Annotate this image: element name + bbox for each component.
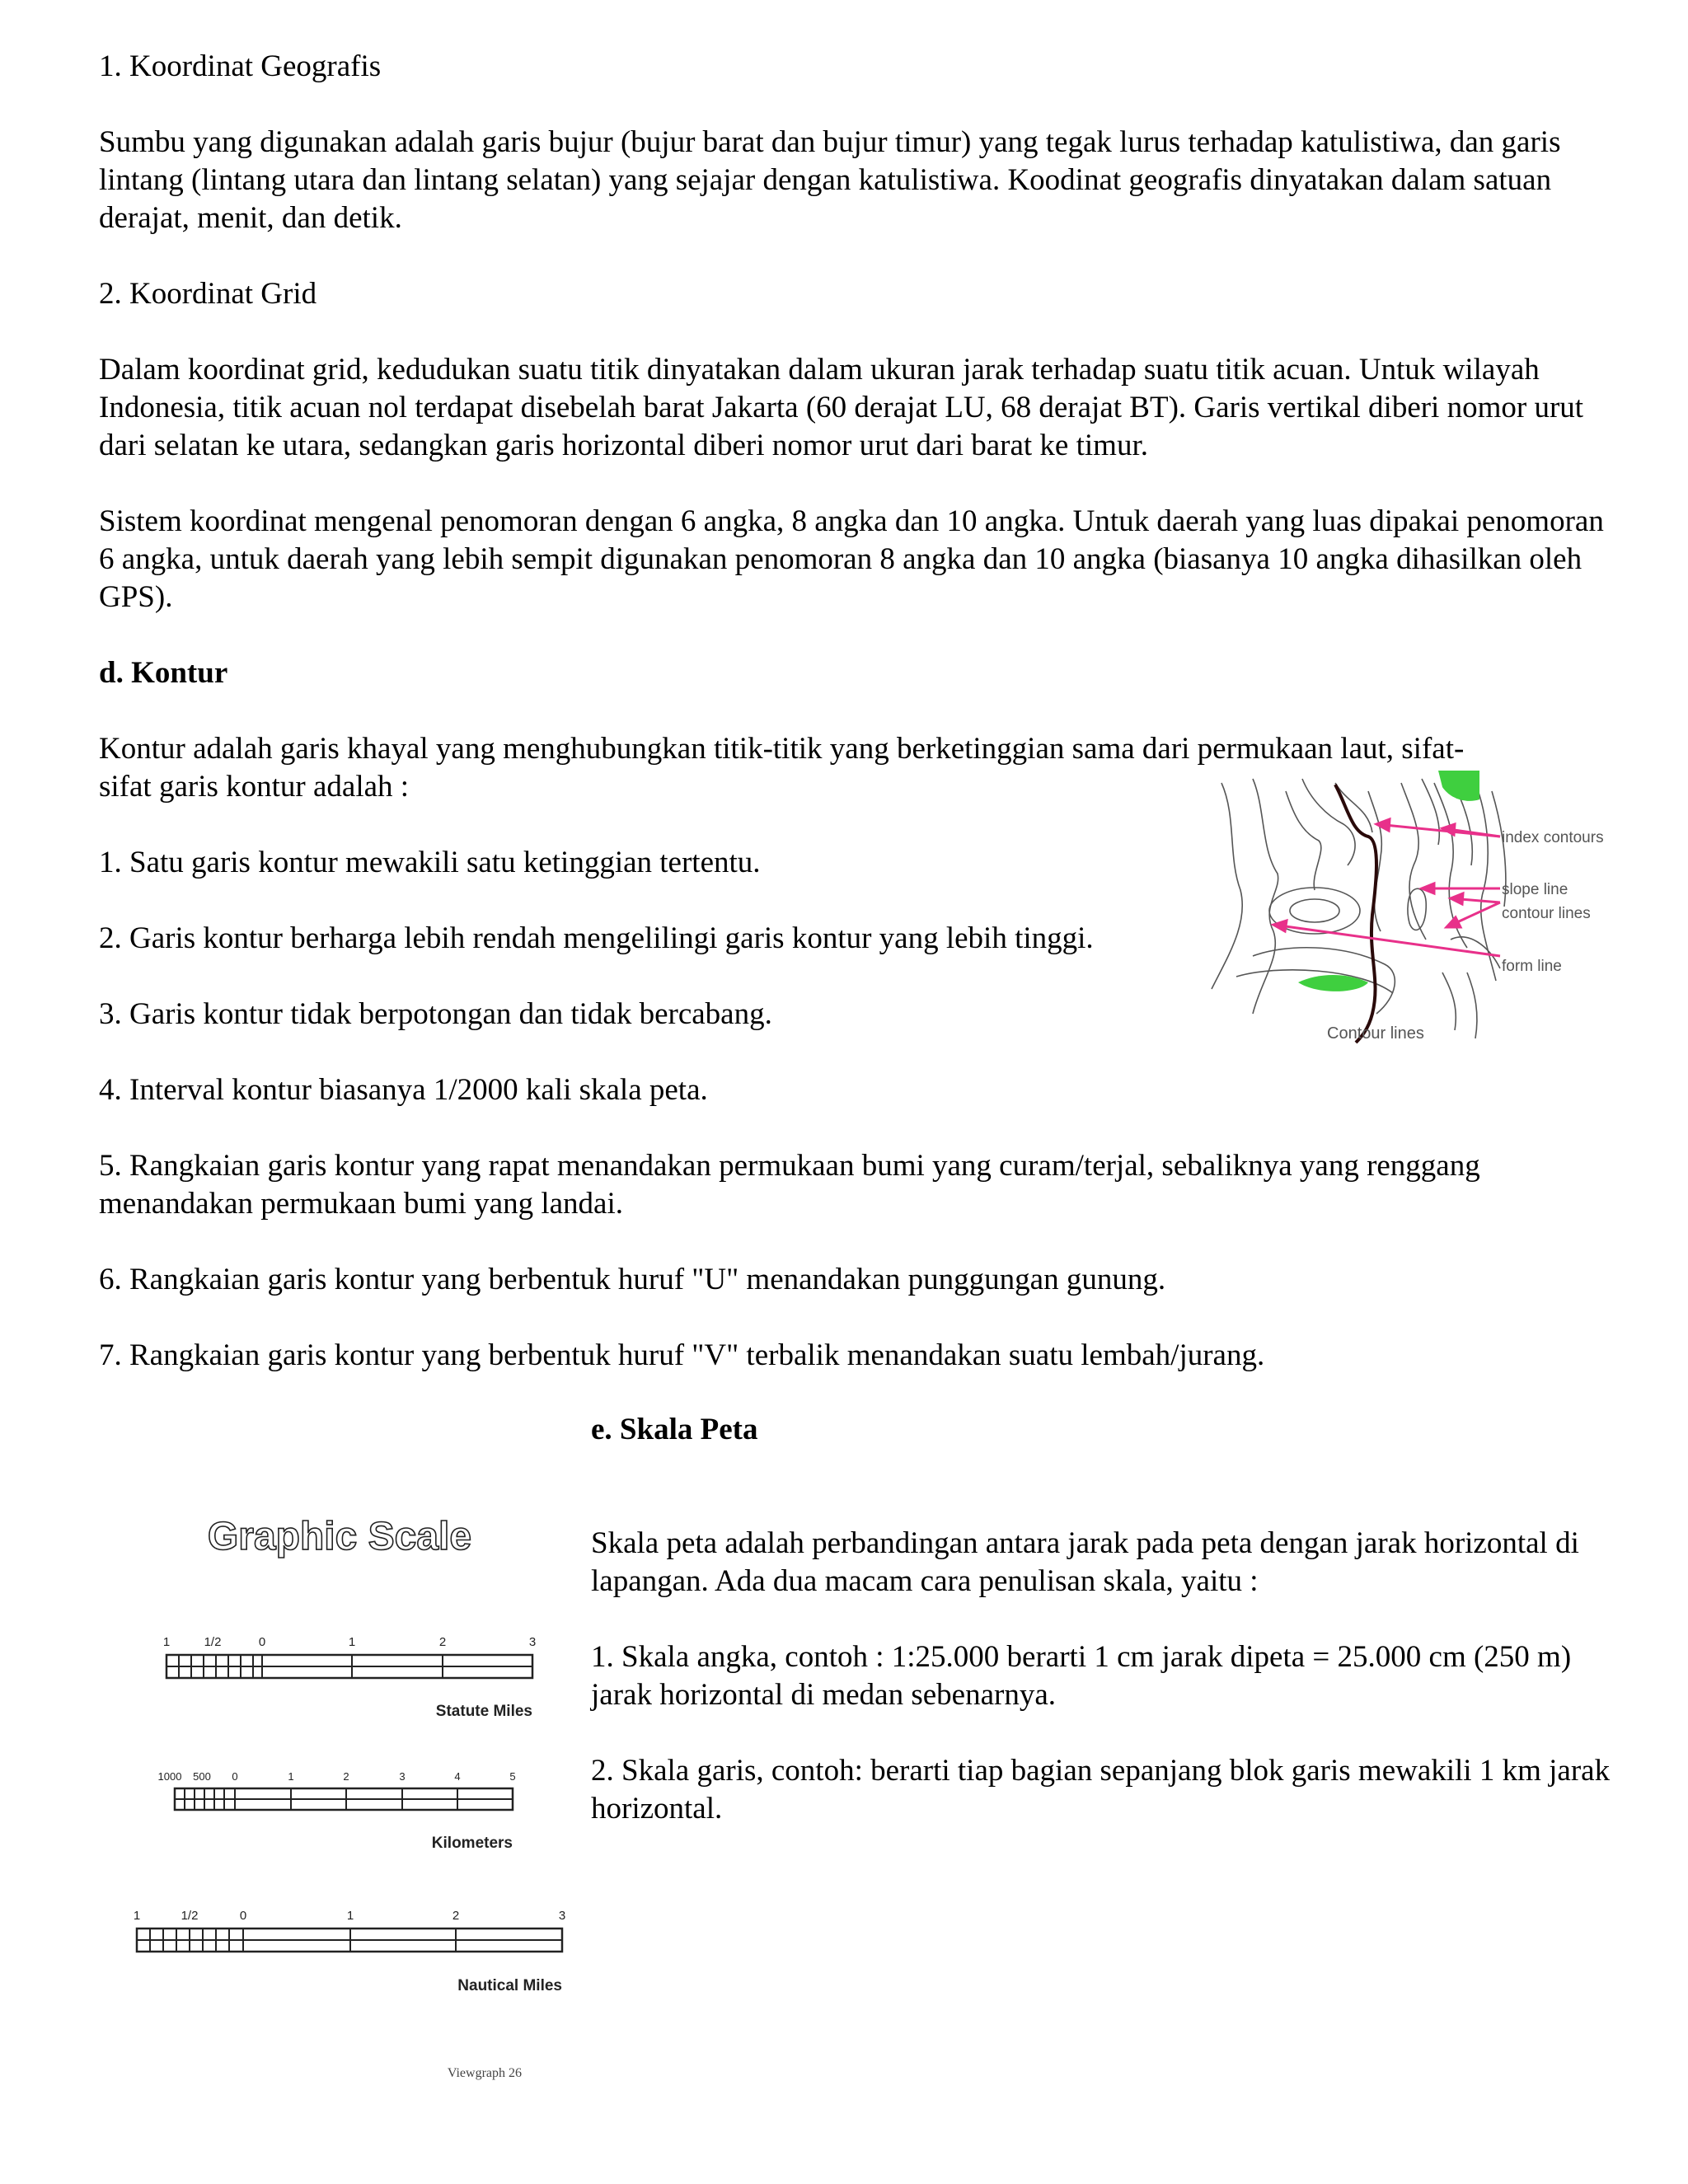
grid-paragraph-2: Sistem koordinat mengenal penomoran dengan 6 angka, 8 angka dan 10 angka. Untuk daerah yang luas dipakai penomoran 6 angka, untuk daerah yang lebih sempit digunakan penomoran 8 angka dan 10 angka (biasanya 10 angka dihasilkan oleh GPS). <box>99 504 1604 614</box>
tick-label: 5 <box>509 1770 516 1783</box>
skala-paragraph: Skala peta adalah perbandingan antara jarak pada peta dengan jarak horizontal di lapangan. Ada dua macam cara penulisan skala, yaitu : <box>591 1526 1579 1598</box>
kontur-item: 6. Rangkaian garis kontur yang berbentuk huruf "U" menandakan punggungan gunung. <box>99 1263 1166 1296</box>
grid-title: 2. Koordinat Grid <box>99 277 317 311</box>
green-area-top <box>1438 771 1479 801</box>
tick-label: 4 <box>454 1770 461 1783</box>
tick-label: 1/2 <box>181 1909 199 1923</box>
label-contour-lines: contour lines <box>1502 905 1591 922</box>
geo-title: 1. Koordinat Geografis <box>99 49 382 83</box>
tick-label: 0 <box>232 1770 238 1783</box>
tick-label: 2 <box>452 1909 460 1923</box>
tick-label: 1 <box>133 1909 141 1923</box>
label-slope-line: slope line <box>1502 881 1568 898</box>
kontur-heading: d. Kontur <box>99 656 228 690</box>
tick-label: 1/2 <box>204 1635 222 1649</box>
viewgraph-footer: Viewgraph 26 <box>447 2066 522 2080</box>
tick-label: 1 <box>162 1635 171 1649</box>
tick-label: 1 <box>346 1909 354 1923</box>
kontur-item: 4. Interval kontur biasanya 1/2000 kali skala peta. <box>99 1073 708 1107</box>
kontur-item: 2. Garis kontur berharga lebih rendah mengelilingi garis kontur yang lebih tinggi. <box>99 921 1094 955</box>
tick-label: 1 <box>288 1770 294 1783</box>
tick-label: 3 <box>399 1770 406 1783</box>
contour-lines-figure <box>1203 766 1632 1047</box>
label-form-line: form line <box>1502 958 1562 975</box>
nautical-miles-label: Nautical Miles <box>457 1977 562 1994</box>
geo-paragraph: Sumbu yang digunakan adalah garis bujur (bujur barat dan bujur timur) yang tegak lurus terhadap katulistiwa, dan garis lintang (lintang utara dan lintang selatan) yang sejajar dengan katulistiwa. Koodinat geografis dinyatakan dalam satuan derajat, menit, dan detik. <box>99 125 1561 235</box>
tick-label: 3 <box>558 1909 566 1923</box>
tick-label: 0 <box>258 1635 266 1649</box>
kilometers-label: Kilometers <box>431 1835 513 1852</box>
label-index-contours: index contours <box>1502 829 1604 846</box>
kontur-intro-line-2: sifat garis kontur adalah : <box>99 770 410 804</box>
skala-heading: e. Skala Peta <box>591 1413 758 1446</box>
kontur-item: 5. Rangkaian garis kontur yang rapat menandakan permukaan bumi yang curam/terjal, sebaliknya yang renggang menandakan permukaan bumi yang landai. <box>99 1149 1480 1221</box>
document-body <box>99 48 1615 1375</box>
contour-line-group <box>1212 779 1506 1038</box>
skala-item-2: 2. Skala garis, contoh: berarti tiap bagian sepanjang blok garis mewakili 1 km jarak horizontal. <box>591 1754 1611 1825</box>
kontur-item: 1. Satu garis kontur mewakili satu ketinggian tertentu. <box>99 846 761 879</box>
contour-caption: Contour lines <box>1327 1024 1424 1043</box>
grid-paragraph-1: Dalam koordinat grid, kedudukan suatu titik dinyatakan dalam ukuran jarak terhadap suatu titik acuan. Untuk wilayah Indonesia, titik acuan nol terdapat disebelah barat Jakarta (60 derajat LU, 68 derajat BT). Garis vertikal diberi nomor urut dari selatan ke utara, sedangkan garis horizontal diberi nomor urut dari barat ke timur. <box>99 353 1584 462</box>
kontur-intro-line-1: Kontur adalah garis khayal yang menghubungkan titik-titik yang berketinggian sama dari permukaan laut, sifat- <box>99 732 1465 766</box>
kilometers-scale <box>158 1770 516 1852</box>
tick-label: 0 <box>239 1909 247 1923</box>
kontur-item: 7. Rangkaian garis kontur yang berbentuk huruf "V" terbalik menandakan suatu lembah/jurang. <box>99 1338 1265 1372</box>
statute-miles-scale <box>163 1635 536 1720</box>
graphic-scale-title: Graphic Scale <box>207 1515 472 1558</box>
tick-label: 3 <box>528 1635 537 1649</box>
tick-label: 2 <box>438 1635 447 1649</box>
tick-label: 1 <box>348 1635 356 1649</box>
tick-label: 500 <box>193 1770 211 1783</box>
graphic-scale-figure <box>115 1451 593 2102</box>
statute-miles-label: Statute Miles <box>435 1703 532 1720</box>
tick-label: 1000 <box>157 1770 182 1783</box>
tick-label: 2 <box>343 1770 349 1783</box>
nautical-miles-scale <box>134 1909 565 1994</box>
kontur-item: 3. Garis kontur tidak berpotongan dan tidak bercabang. <box>99 997 772 1031</box>
skala-item-1: 1. Skala angka, contoh : 1:25.000 berarti 1 cm jarak dipeta = 25.000 cm (250 m) jarak horizontal di medan sebenarnya. <box>591 1640 1572 1712</box>
